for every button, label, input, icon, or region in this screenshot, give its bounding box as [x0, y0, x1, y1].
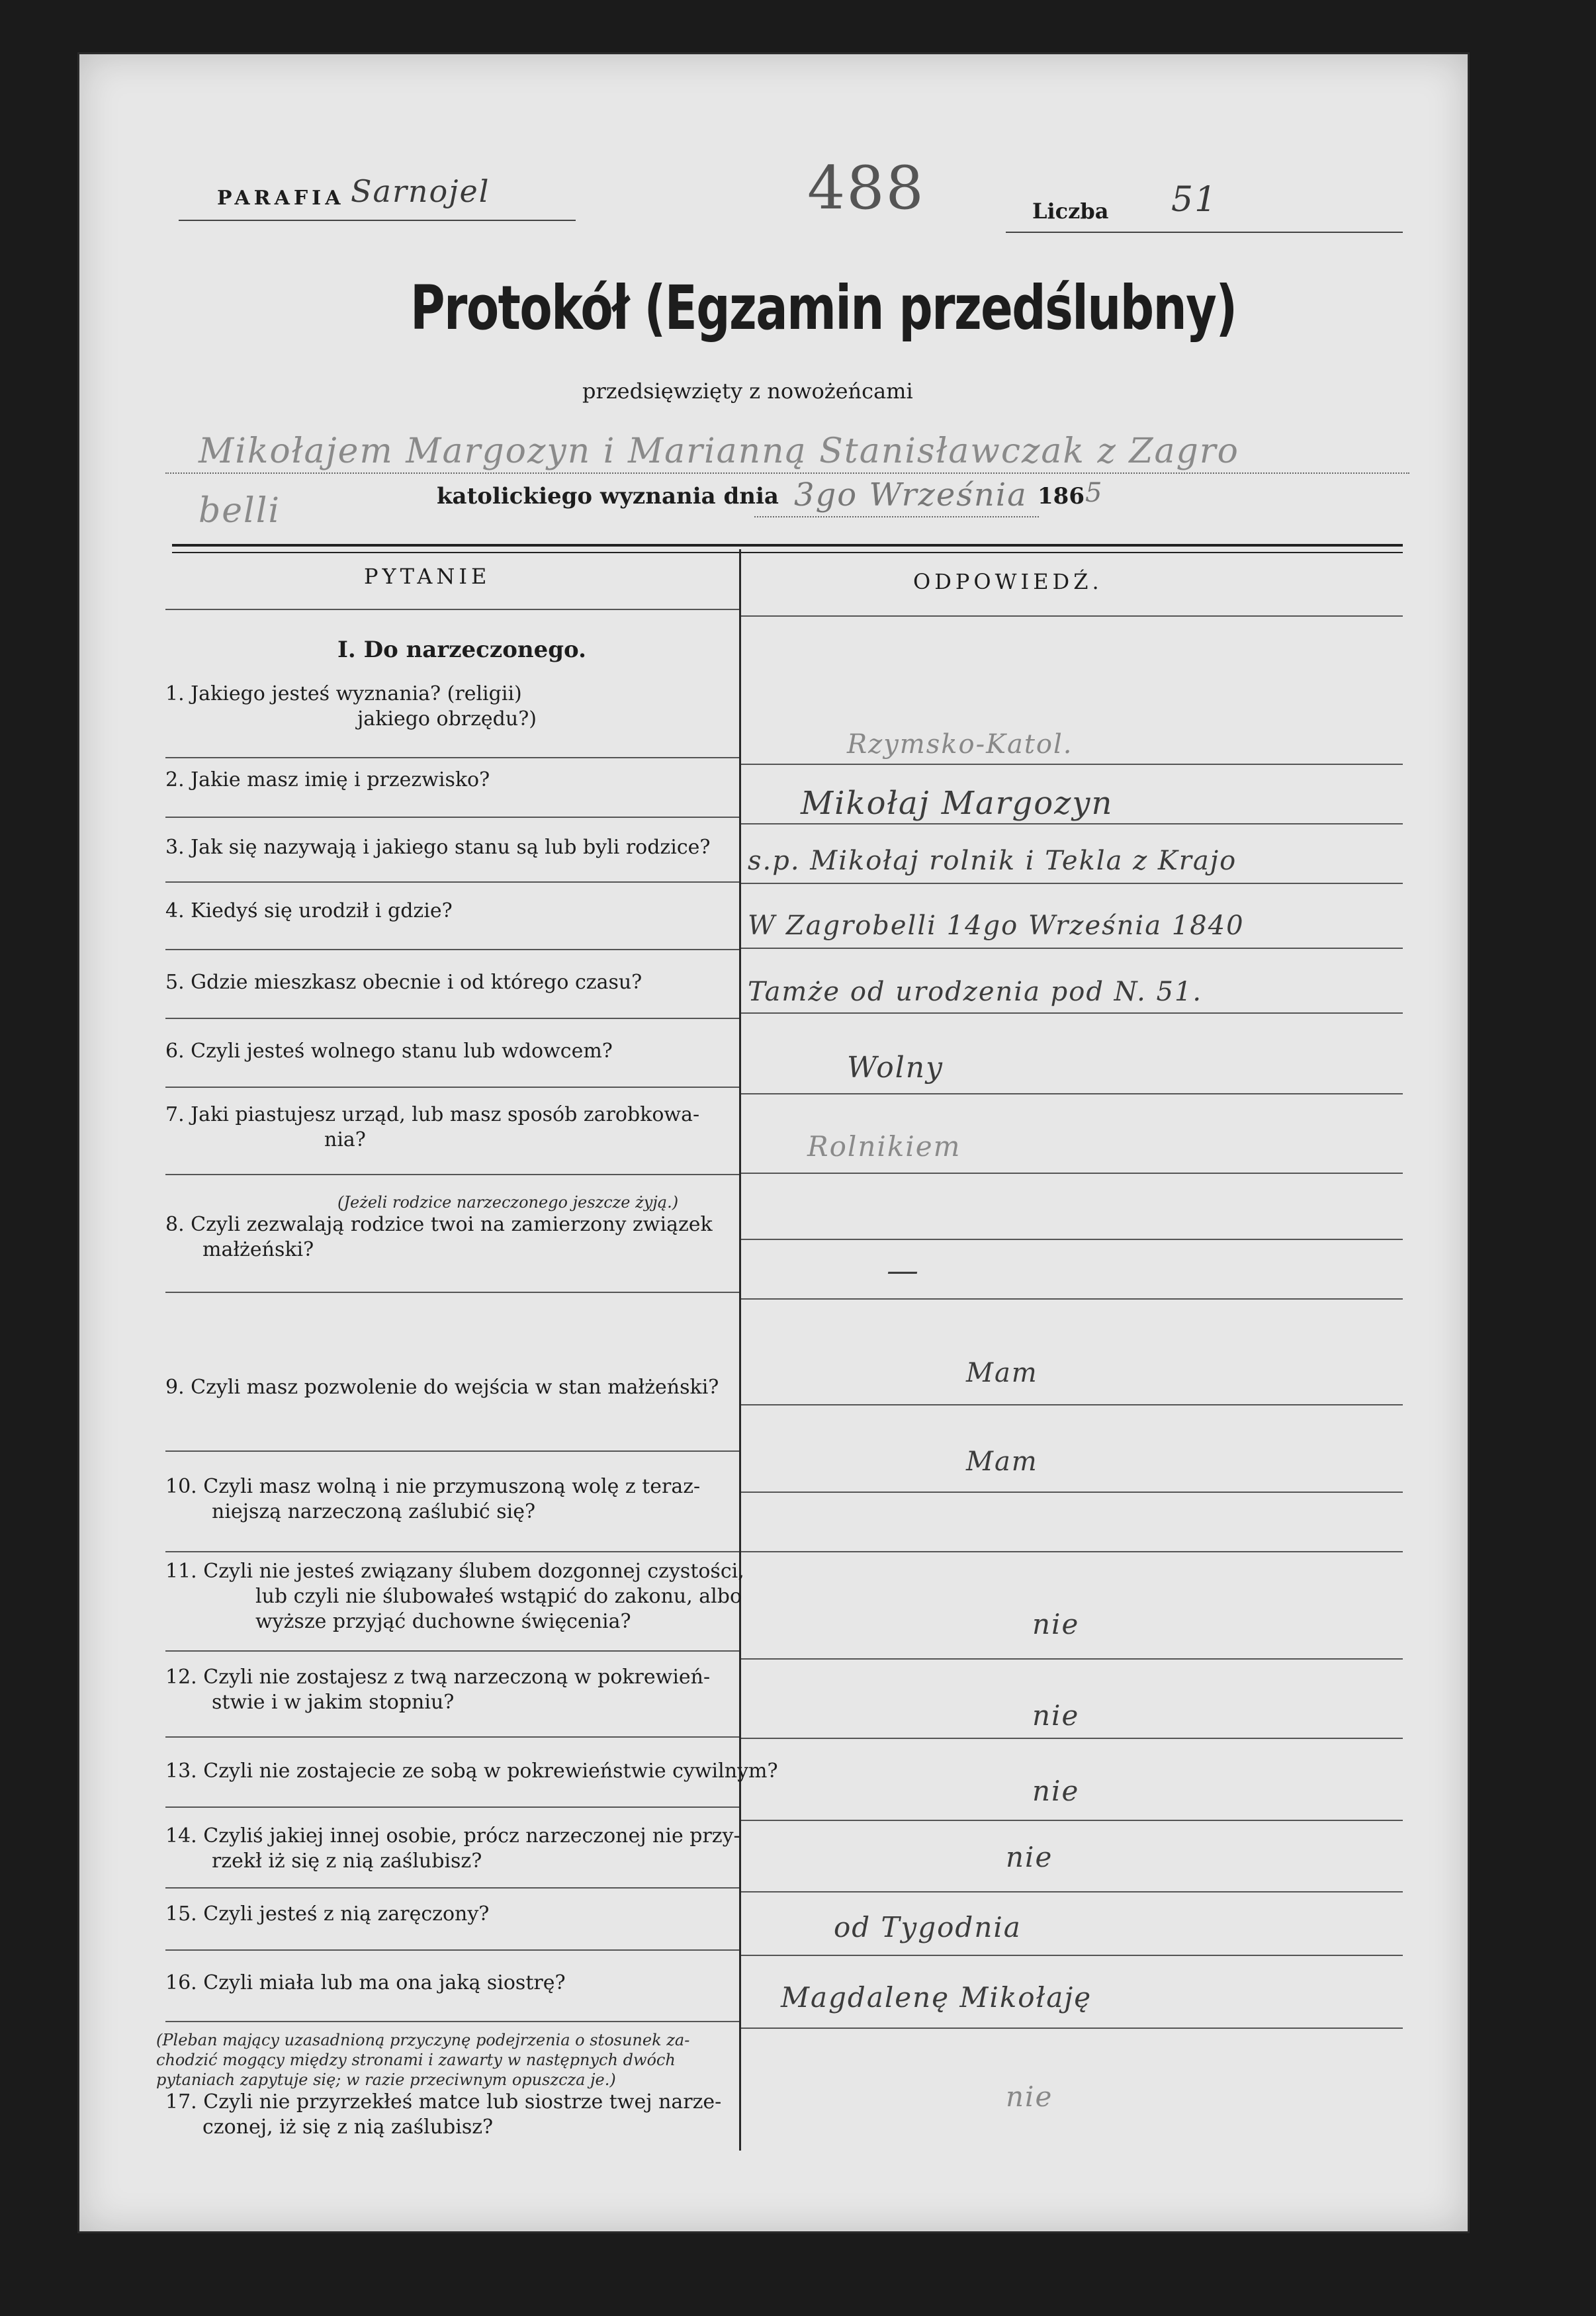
row-rule: [165, 1650, 739, 1652]
liczba-value: 51: [1171, 180, 1218, 220]
date-underline: [754, 516, 1039, 517]
column-header-answer: ODPOWIEDŹ.: [913, 569, 1103, 594]
row-rule: [165, 1736, 739, 1738]
answer-rule: [741, 764, 1403, 765]
row-rule: [165, 881, 739, 883]
row-rule: [165, 1551, 739, 1552]
question-14: 14. Czyliś jakiej innej osobie, prócz narzeczonej nie przy- rzekł iż się z nią zaślubisz?: [165, 1824, 740, 1873]
answer-3: s.p. Mikołaj rolnik i Tekla z Krajo: [748, 846, 1237, 876]
answer-rule: [741, 1404, 1403, 1405]
question-10: 10. Czyli masz wolną i nie przymuszoną wolę z teraz- niejszą narzeczoną zaślubić się?: [165, 1475, 701, 1523]
question-8: (Jeżeli rodzice narzeczonego jeszcze żyją.) 8. Czyli zezwalają rodzice twoi na zamierzony związek małżeński?: [165, 1193, 713, 1261]
header-row-rule-right: [741, 615, 1403, 617]
row-rule: [165, 817, 739, 818]
answer-rule: [741, 883, 1403, 884]
answer-rule: [741, 1492, 1403, 1493]
question-17: (Pleban mający uzasadnioną przyczynę podejrzenia o stosunek za- chodzić mogący między stronami i zawarty w następnych dwóch pytaniach zapytuje się; w razie przeciwnym opuszcza je.) 17. Czyli nie przyrzekłeś matce lub siostrze twej narze- czonej, iż się z nią zaślubisz?: [156, 2031, 722, 2139]
header-row-rule-left: [165, 609, 739, 610]
answer-9: Mam: [966, 1358, 1038, 1388]
row-rule: [165, 757, 739, 758]
answer-rule: [741, 1658, 1403, 1660]
question-6: 6. Czyli jesteś wolnego stanu lub wdowcem?: [165, 1040, 613, 1063]
header-rule-1: [172, 544, 1403, 547]
answer-rule: [741, 1551, 1403, 1552]
names-line-2: belli: [199, 491, 281, 531]
question-2: 2. Jakie masz imię i przezwisko?: [165, 768, 490, 791]
row-rule: [165, 1806, 739, 1808]
date-value: 3go Września: [794, 476, 1028, 513]
row-rule: [165, 1887, 739, 1889]
answer-7: Rolnikiem: [807, 1130, 961, 1163]
answer-rule: [741, 2027, 1403, 2029]
year-suffix: 5: [1085, 478, 1104, 508]
subtitle: przedsięwzięty z nowożeńcami: [582, 379, 913, 404]
answer-15: od Tygodnia: [834, 1911, 1022, 1943]
row-rule: [165, 1450, 739, 1452]
question-13: 13. Czyli nie zostajecie ze sobą w pokrewieństwie cywilnym?: [165, 1759, 778, 1783]
wyznanie-label: katolickiego wyznania dnia: [437, 483, 779, 510]
row-rule: [165, 1018, 739, 1019]
question-1: 1. Jakiego jesteś wyznania? (religii) jakiego obrzędu?): [165, 682, 537, 731]
answer-4: W Zagrobelli 14go Września 1840: [748, 911, 1245, 941]
answer-6: Wolny: [847, 1051, 944, 1085]
document-page: [79, 54, 1468, 2231]
names-line-1: Mikołajem Margozyn i Marianną Stanisławczak z Zagro: [199, 431, 1239, 471]
header-rule-2: [172, 552, 1403, 553]
answer-13: nie: [1032, 1775, 1080, 1807]
parafia-value: Sarnojel: [351, 173, 490, 209]
answer-rule: [741, 1298, 1403, 1300]
question-7: 7. Jaki piastujesz urząd, lub masz sposób zarobkowa- nia?: [165, 1103, 700, 1151]
parafia-label: PARAFIA: [217, 187, 345, 210]
parafia-underline: [179, 220, 576, 221]
section-title: I. Do narzeczonego.: [337, 637, 586, 663]
answer-rule: [741, 1891, 1403, 1893]
answer-1: Rzymsko-Katol.: [847, 729, 1073, 760]
answer-8: —: [887, 1252, 920, 1289]
row-rule: [165, 1949, 739, 1951]
question-5: 5. Gdzie mieszkasz obecnie i od którego czasu?: [165, 971, 643, 994]
stamp-number: 488: [807, 154, 925, 223]
question-11: 11. Czyli nie jesteś związany ślubem dozgonnej czystości, lub czyli nie ślubowałeś wstąpić do zakonu, albo wyższe przyjąć duchowne święcenia?: [165, 1560, 744, 1633]
row-rule: [165, 1292, 739, 1293]
answer-16: Magdalenę Mikołaję: [781, 1981, 1092, 2014]
page-title: Protokół (Egzamin przedślubny): [410, 273, 1237, 343]
question-9: 9. Czyli masz pozwolenie do wejścia w stan małżeński?: [165, 1376, 719, 1399]
question-3: 3. Jak się nazywają i jakiego stanu są lub byli rodzice?: [165, 836, 711, 859]
answer-10: Mam: [966, 1447, 1038, 1477]
liczba-underline: [1006, 232, 1403, 233]
answer-14: nie: [1006, 1841, 1053, 1873]
question-15: 15. Czyli jesteś z nią zaręczony?: [165, 1902, 490, 1926]
year-prefix: 186: [1038, 483, 1085, 510]
answer-rule: [741, 948, 1403, 949]
question-4: 4. Kiedyś się urodził i gdzie?: [165, 899, 453, 922]
answer-2: Mikołaj Margozyn: [801, 785, 1114, 822]
answer-rule: [741, 1955, 1403, 1956]
answer-rule: [741, 823, 1403, 824]
answer-rule: [741, 1012, 1403, 1014]
column-header-question: PYTANIE: [364, 564, 491, 589]
column-divider: [739, 549, 741, 2151]
answer-17: nie: [1006, 2080, 1053, 2113]
question-16: 16. Czyli miała lub ma ona jaką siostrę?: [165, 1971, 566, 1994]
answer-rule: [741, 1093, 1403, 1094]
answer-rule: [741, 1173, 1403, 1174]
row-rule: [165, 1174, 739, 1175]
row-rule: [165, 1087, 739, 1088]
answer-rule: [741, 1239, 1403, 1240]
answer-5: Tamże od urodzenia pod N. 51.: [748, 977, 1203, 1007]
names-underline-1: [165, 472, 1409, 474]
answer-12: nie: [1032, 1699, 1080, 1732]
question-12: 12. Czyli nie zostajesz z twą narzeczoną w pokrewień- stwie i w jakim stopniu?: [165, 1666, 711, 1714]
answer-11: nie: [1032, 1608, 1080, 1640]
row-rule: [165, 2021, 739, 2022]
answer-rule: [741, 1738, 1403, 1739]
row-rule: [165, 949, 739, 950]
liczba-label: Liczba: [1032, 199, 1109, 224]
answer-rule: [741, 1820, 1403, 1821]
